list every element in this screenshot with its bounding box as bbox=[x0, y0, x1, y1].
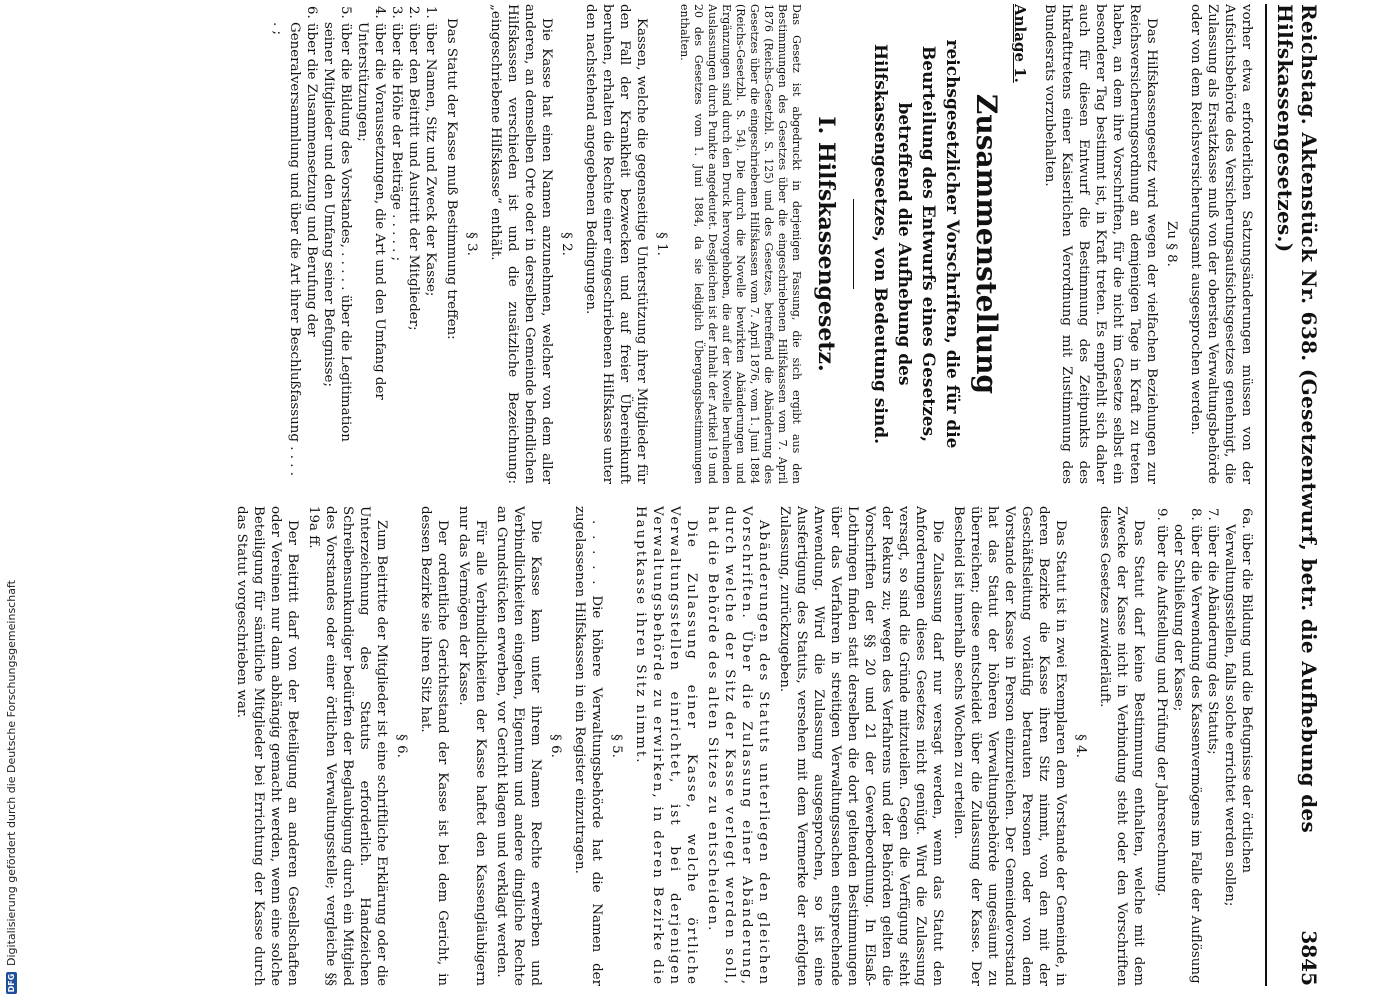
running-head bbox=[1265, 4, 1329, 986]
section-heading: § 6. bbox=[548, 734, 563, 758]
statute-requirements-list-continued bbox=[1153, 506, 1255, 986]
right-column bbox=[105, 506, 1255, 986]
paragraph: Das Statut ist in zwei Exemplaren dem Vorstande der Gemeinde, in deren Bezirke die Kasse ihren Sitz nimmt, von den mit der Geschäftsleitung vorläufig betrauten Personen oder von dem Vorstande der Kasse in Person einzureichen. Der Gemeindevorstand hat das Statut der höheren Verwaltungsbehörde ungesäumt zu überreichen; diese entscheidet über die Zulassung der Kasse. Der Bescheid ist innerhalb sechs Wochen zu erteilen. bbox=[951, 506, 1068, 986]
list-item: 7. über die Abänderung des Statuts; bbox=[1205, 508, 1220, 755]
document-page bbox=[94, 0, 1329, 990]
paragraph: Die Zulassung darf nur versagt werden, wenn das Statut den Anforderungen dieses Gesetzes nicht genügt. Wird die Zulassung versagt, so sind die Gründe mitzuteilen. Gegen die Verfügung steht der Rekurs zu; wegen des Verfahrens und der Behörden gelten die Vorschriften der §§ 20 und 21 der Gewerbeordnung. In Elsaß-Lothringen finden statt derselben die dort geltenden Bestimmungen über das Verfahren in streitigen Verwaltungssachen entsprechende Anwendung. Wird die Zulassung ausgesprochen, so ist eine Ausfertigung des Statuts, versehen mit dem Vermerke der erfolgten Zulassung, zurückzugeben. bbox=[777, 506, 945, 986]
running-head-title: Reichstag. Aktenstück Nr. 638. (Gesetzentwurf, betr. die Aufhebung des Hilfskassengesetzes.) bbox=[1273, 4, 1321, 834]
paragraph: Das Statut der Kasse muß Bestimmung treffen: bbox=[444, 18, 459, 340]
section-heading: Zu § 8. bbox=[1164, 221, 1179, 267]
credit-text: Digitalisierung gefördert durch die Deutsche Forschungsgemeinschaft bbox=[5, 580, 18, 966]
section-heading: § 5. bbox=[609, 734, 624, 758]
list-item: 5. über die Bildung des Vorstandes, . . . . . über die Legitimation seiner Mitglieder und den Umfang seiner Befugnisse; bbox=[321, 6, 353, 442]
list-item: 3. über die Höhe der Beiträge . . . . . ; bbox=[389, 6, 404, 262]
paragraph: Die Zulassung einer Kasse, welche örtliche Verwaltungsstellen einrichtet, ist bei derjenigen Verwaltungsbehörde zu erwirken, in deren Bezirke die Hauptkasse ihren Sitz nimmt. bbox=[633, 506, 699, 986]
scanned-page-area bbox=[24, 0, 1383, 1000]
list-item: 1. über Namen, Sitz und Zweck der Kasse; bbox=[423, 6, 438, 297]
paragraph: Für alle Verbindlichkeiten der Kasse haftet den Kassengläubigern nur das Vermögen der Kasse. bbox=[456, 506, 488, 986]
paragraph: Zum Beitritte der Mitglieder ist eine schriftliche Erklärung oder die Unterzeichnung des Statuts erforderlich. Handzeichen Schreibensunkundiger bedürfen der Beglaubigung durch ein Mitglied des Vorstandes oder einer örtlichen Verwaltungsstelle; vergleiche §§ 19a ff. bbox=[306, 506, 389, 986]
list-item: 9. über die Aufstellung und Prüfung der Jahresrechnung. bbox=[1154, 508, 1169, 897]
side-strip bbox=[0, 0, 24, 1000]
text-columns bbox=[105, 4, 1255, 986]
section-heading: § 4. bbox=[1073, 734, 1088, 758]
editorial-note: Das Gesetz ist abgedruckt in derjenigen Fassung, die sich ergibt aus den Bestimmungen des Gesetzes über die eingeschriebenen Hilfskassen vom 7. April 1876 (Reichs-Gesetzbl. S. 125) und des Gesetzes, betreffend die Abänderung des Gesetzes über die eingeschriebenen Hilfskassen vom 7. April 1876, vom 1. Juni 1884 (Reichs-Gesetzbl. S. 54). Die durch die Novelle bewirkten Abänderungen und Ergänzungen sind durch den Druck hervorgehoben, die auf der Novelle beruhenden Auslassungen durch Punkte angedeutet. Desgleichen ist der Inhalt der Artikel 19 und 20 des Gesetzes vom 1. Juni 1884, da sie lediglich Übergangsbestimmungen enthalten. bbox=[678, 4, 803, 484]
left-column bbox=[105, 4, 1255, 484]
paragraph: Der Beitritt darf von der Beteiligung an anderen Gesellschaften oder Vereinen nur dann abhängig gemacht werden, wenn eine solche Beteiligung für sämtliche Mitglieder bei Errichtung der Kasse durch das Statut vorgeschrieben war. bbox=[234, 506, 300, 986]
list-item: 6. über die Zusammensetzung und Berufung der Generalversammlung und über die Art ihrer Beschlußfassung . . . . . ; bbox=[270, 6, 319, 476]
list-item: 6a. über die Bildung und die Befugnisse der örtlichen Verwaltungsstellen, falls solche errichtet werden sollen; bbox=[1222, 508, 1254, 907]
paragraph: Der ordentliche Gerichtsstand der Kasse ist bei dem Gericht, in dessen Bezirke sie ihren Sitz hat. bbox=[418, 506, 450, 986]
page-number: 3845 bbox=[1297, 930, 1321, 986]
list-item: 4. über die Voraussetzungen, die Art und den Umfang der Unterstützungen; bbox=[355, 6, 387, 400]
document-subtitle: reichsgesetzlicher Vorschriften, die für die Beurteilung des Entwurfs eines Gesetzes, betreffend die Aufhebung des Hilfskassengesetzes, von Bedeutung sind. bbox=[870, 39, 962, 449]
section-heading: § 2. bbox=[559, 232, 574, 256]
section-title: I. Hilfskassengesetz. bbox=[813, 116, 839, 372]
digitization-credit bbox=[5, 580, 18, 994]
paragraph: Abänderungen des Statuts unterliegen den gleichen Vorschriften. Über die Zulassung einer Abänderung, durch welche der Sitz der Kasse verlegt werden soll, hat die Behörde des alten Sitzes zu entscheiden. bbox=[705, 506, 771, 986]
list-item: 2. über den Beitritt und Austritt der Mitglieder; bbox=[406, 6, 421, 331]
statute-requirements-list bbox=[269, 4, 439, 484]
paragraph: Das Hilfskassengesetz wird wegen der vielfachen Beziehungen zur Reichsversicherungsordnung an demjenigen Tage in Kraft zu treten haben, an dem ihre Vorschriften, für die nicht im Gesetze selbst ein besonderer Tag bestimmt ist, in Kraft treten. Es empfiehlt sich daher auch für diesen Entwurf die Bestimmung des Zeitpunkts des Inkrafttretens einer Kaiserlichen Verordnung mit Zustimmung des Bundesrats vorzubehalten. bbox=[1042, 4, 1159, 484]
paragraph: vorher etwa erforderlichen Satzungsänderungen müssen von der Aufsichtsbehörde des Versicherungsaufsichtsgesetzes genehmigt, die Zulassung als Ersatzkasse muß von der obersten Verwaltungsbehörde oder von dem Reichsversicherungsamt ausgesprochen werden. bbox=[1188, 4, 1254, 484]
section-heading: § 3. bbox=[464, 232, 479, 256]
paragraph: . . . . . Die höhere Verwaltungsbehörde hat die Namen der zugelassenen Hilfskassen in ein Register einzutragen. bbox=[572, 506, 604, 986]
list-item: 8. über die Verwendung des Kassenvermögens im Falle der Auflösung oder Schließung der Kasse; bbox=[1171, 508, 1203, 984]
divider bbox=[853, 199, 854, 289]
paragraph: Das Statut darf keine Bestimmung enthalten, welche mit dem Zwecke der Kasse nicht in Verbindung steht oder den Vorschriften dieses Gesetzes zuwiderläuft. bbox=[1097, 506, 1146, 986]
paragraph: Kassen, welche die gegenseitige Unterstützung ihrer Mitglieder für den Fall der Krankheit bezwecken und auf freier Übereinkunft beruhen, erhalten die Rechte einer eingeschriebenen Hilfskasse unter den nachstehend angegebenen Bedingungen. bbox=[583, 4, 649, 484]
document-title: Zusammenstellung bbox=[970, 93, 1003, 395]
appendix-label: Anlage 1. bbox=[1011, 4, 1029, 83]
paragraph: Die Kasse kann unter ihrem Namen Rechte erwerben und Verbindlichkeiten eingehen, Eigentum und andere dingliche Rechte an Grundstücken erwerben, vor Gericht klagen und verklagt werden. bbox=[494, 506, 543, 986]
section-heading: § 6. bbox=[394, 734, 409, 758]
dfg-logo: DFG bbox=[7, 973, 16, 993]
section-heading: § 1. bbox=[654, 232, 669, 256]
paragraph: Die Kasse hat einen Namen anzunehmen, welcher von dem aller anderen, an demselben Orte oder in derselben Gemeinde befindlichen Hilfskassen verschieden ist und die zusätzliche Bezeichnung: „eingeschriebene Hilfskasse“ enthält. bbox=[488, 4, 554, 484]
